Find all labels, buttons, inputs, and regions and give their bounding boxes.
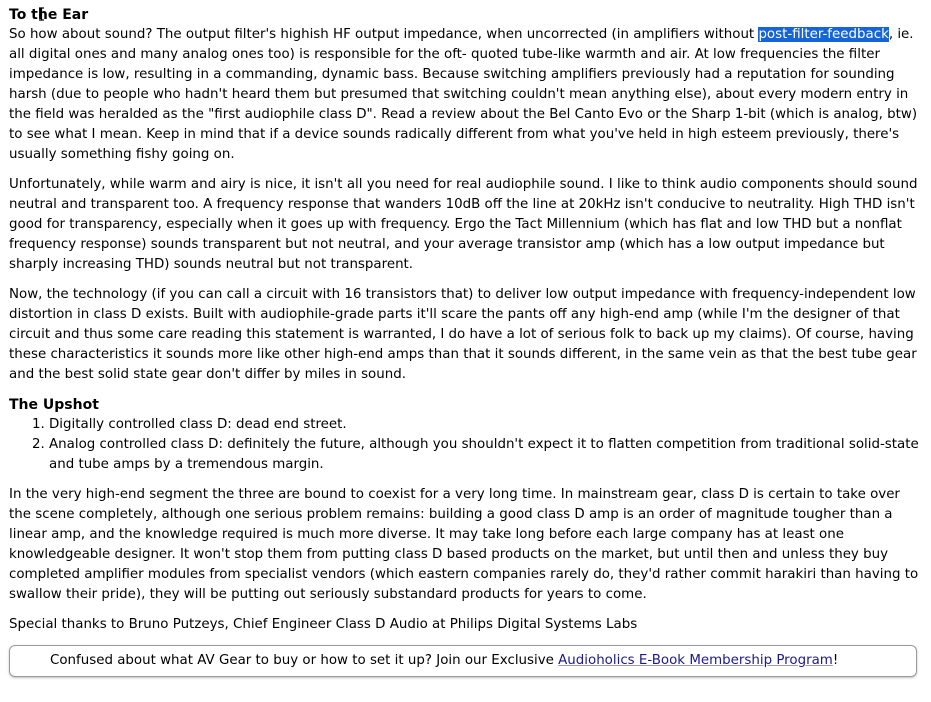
paragraph-sound-text-before: So how about sound? The output filter's highish HF output impedance, when uncorrected (in amplifiers without xyxy=(9,27,759,42)
promo-text-end: ! xyxy=(832,653,839,668)
paragraph-sound xyxy=(9,25,921,165)
ebook-membership-link[interactable]: Audioholics E-Book Membership Program xyxy=(558,653,833,668)
text-cursor-icon xyxy=(38,7,45,21)
section-heading-upshot: The Upshot xyxy=(9,397,99,413)
paragraph-neutral-transparent: Unfortunately, while warm and airy is nice, it isn't all you need for real audiophile sound. I like to think audio components should sound neutral and transparent too. A frequency response that wanders 10dB off the line at 20kHz isn't conducive to neutrality. High THD isn't good for transparency, especially when it goes up with frequency. Ergo the Tact Millennium (which has flat and low THD but a nonflat frequency response) sounds transparent but not neutral, and your average transistor amp (which has a low output impedance but sharply increasing THD) sounds neutral but not transparent. xyxy=(9,177,918,272)
list-item: 1. Digitally controlled class D: dead end street. xyxy=(49,415,921,435)
list-item: 2. Analog controlled class D: definitely the future, although you shouldn't expect it to flatten competition from traditional solid-state and tube amps by a tremendous margin. xyxy=(49,435,921,475)
special-thanks: Special thanks to Bruno Putzeys, Chief Engineer Class D Audio at Philips Digital Systems Labs xyxy=(9,617,638,632)
promo-banner xyxy=(9,645,917,677)
upshot-list xyxy=(9,415,921,475)
paragraph-technology: Now, the technology (if you can call a circuit with 16 transistors that) to deliver low output impedance with frequency-independent low distortion in class D exists. Built with audiophile-grade parts it'll scare the pants off any high-end amp (while I'm the designer of that circuit and thus some care reading this statement is warranted, I do have a lot of serious folk to back up my claims). Of course, having these characteristics it sounds more like other high-end amps than that it sounds different, in the same vein as that the best tube gear and the best solid state gear don't differ by miles in sound. xyxy=(9,287,917,382)
paragraph-sound-text-after: , ie. all digital ones and many analog ones too) is responsible for the oft- quoted tube-like warmth and air. At low frequencies the filter impedance is low, resulting in a commanding, dynamic bass. Because switching amplifiers previously had a reputation for sounding harsh (due to people who hadn't heard them but presumed that switching couldn't mean anything else), about every modern entry in the field was heralded as the "first audiophile class D". Read a review about the Bel Canto Evo or the Sharp 1-bit (which is analog, btw) to see what I mean. Keep in mind that if a device sounds radically different from what you've held in high esteem previously, there's usually something fishy going on. xyxy=(9,27,918,162)
promo-text: Confused about what AV Gear to buy or how to set it up? Join our Exclusive xyxy=(50,653,559,668)
selected-text-highlight[interactable]: post-filter-feedback xyxy=(758,27,889,42)
section-heading-to-the-ear: To the Ear xyxy=(9,7,89,23)
paragraph-high-end-segment: In the very high-end segment the three are bound to coexist for a very long time. In mainstream gear, class D is certain to take over the scene completely, although one serious problem remains: building a good class D amp is an order of magnitude tougher than a linear amp, and the knowledge required is much more diverse. It may take long before each large company has at least one knowledgeable designer. It won't stop them from putting class D based products on the market, but until then and unless they buy completed amplifier modules from specialist vendors (which eastern companies rarely do, they'd rather commit harakiri than having to swallow their pride), they will be putting out seriously substandard products for years to come. xyxy=(9,487,919,602)
